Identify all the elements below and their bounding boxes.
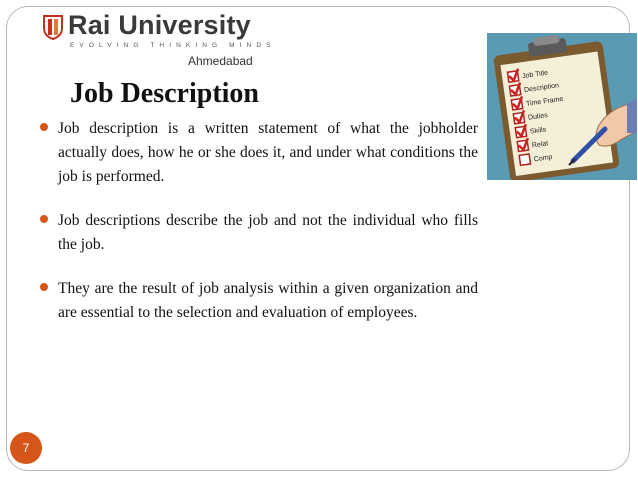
logo-city: Ahmedabad [188,54,253,68]
checklist-item: Relat [531,140,549,150]
logo-tagline: EVOLVING THINKING MINDS [70,42,276,49]
bullet-item [38,209,478,257]
page-number-badge [10,432,42,464]
bullet-text: Job descriptions describe the job and not the individual who fills the job. [58,212,478,253]
page-number: 7 [22,441,30,455]
university-logo [42,10,276,68]
checklist-item: Description [523,82,560,95]
bullet-text: They are the result of job analysis within a given organization and are essential to the selection and evaluation of employees. [58,280,478,321]
slide-title: Job Description [70,78,259,109]
checklist-item: Skills [529,126,547,136]
checklist-item: Comp [533,153,553,164]
checklist-item: Job Title [521,69,549,81]
bullet-dot-icon [40,283,48,291]
bullet-item [38,277,478,325]
bullet-dot-icon [40,123,48,131]
checklist-item: Time Frame [525,95,564,108]
bullet-text: Job description is a written statement of what the jobholder actually does, how he or she does it, and under what conditions the job is performed. [58,120,478,185]
bullet-list [38,117,478,345]
shield-logo-icon [42,14,64,40]
bullet-dot-icon [40,215,48,223]
clipboard-checklist-image [487,33,637,180]
bullet-item [38,117,478,189]
logo-name: Rai University [68,10,251,40]
checklist-item: Duties [527,112,549,122]
clipboard-checklist-icon [487,33,637,180]
